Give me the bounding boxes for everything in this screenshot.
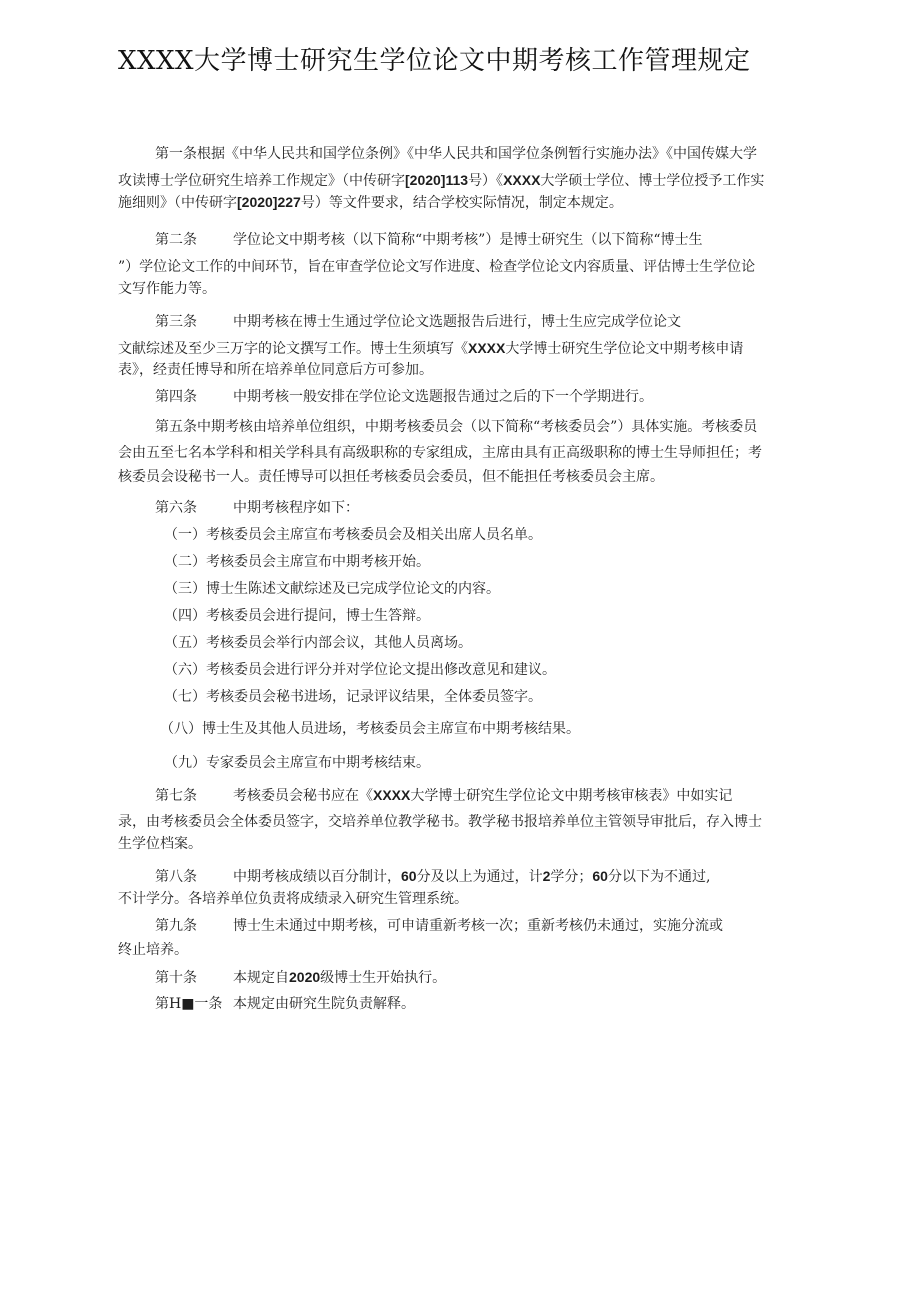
article-1-line-2: 攻读博士学位研究生培养工作规定》（中传研字[2020]113号）《XXXX大学硕士学位、博士学位授予工作实 bbox=[118, 172, 765, 189]
procedure-item-5: （五）考核委员会举行内部会议，其他人员离场。 bbox=[164, 635, 472, 651]
document-title: XXXX大学博士研究生学位论文中期考核工作管理规定 bbox=[118, 46, 751, 76]
article-2-label: 第二条 bbox=[155, 232, 197, 248]
article-7-line-3: 生学位档案。 bbox=[118, 836, 202, 852]
procedure-item-4: （四）考核委员会进行提问，博士生答辩。 bbox=[164, 608, 430, 624]
article-2-line-1: 第二条 学位论文中期考核（以下简称“中期考核”）是博士研究生（以下简称“博士生 bbox=[155, 232, 703, 248]
procedure-item-1: （一）考核委员会主席宣布考核委员会及相关出席人员名单。 bbox=[164, 527, 542, 543]
article-11-label: 第H■一条 bbox=[155, 996, 223, 1012]
article-3-label: 第三条 bbox=[155, 314, 197, 330]
article-5-line-3: 核委员会设秘书一人。责任博导可以担任考核委员会委员，但不能担任考核委员会主席。 bbox=[118, 469, 664, 485]
article-6-line-1: 第六条 中期考核程序如下： bbox=[155, 500, 359, 516]
article-8-line-2: 不计学分。各培养单位负责将成绩录入研究生管理系统。 bbox=[118, 891, 468, 907]
article-5-line-2: 会由五至七名本学科和相关学科具有高级职称的专家组成，主席由具有正高级职称的博士生导师担任；考 bbox=[118, 445, 762, 461]
article-9-line-1: 第九条 博士生未通过中期考核，可申请重新考核一次；重新考核仍未通过，实施分流或 bbox=[155, 918, 723, 934]
article-6-label: 第六条 bbox=[155, 500, 197, 516]
article-9-line-2: 终止培养。 bbox=[118, 942, 188, 958]
article-10-line-1: 第十条 本规定自2020级博士生开始执行。 bbox=[155, 969, 447, 986]
procedure-item-6: （六）考核委员会进行评分并对学位论文提出修改意见和建议。 bbox=[164, 662, 556, 678]
article-11-line-1: 第H■一条 本规定由研究生院负责解释。 bbox=[155, 996, 415, 1012]
article-3-line-2: 文献综述及至少三万字的论文撰写工作。博士生须填写《XXXX大学博士研究生学位论文中期考核申请 bbox=[118, 340, 744, 357]
procedure-item-7: （七）考核委员会秘书进场，记录评议结果，全体委员签字。 bbox=[164, 689, 542, 705]
article-7-line-2: 录，由考核委员会全体委员签字，交培养单位教学秘书。教学秘书报培养单位主管领导审批后，存入博士 bbox=[118, 814, 762, 830]
article-5-line-1: 第五条中期考核由培养单位组织，中期考核委员会（以下简称“考核委员会”）具体实施。考核委员 bbox=[155, 419, 758, 435]
article-1-line-3: 施细则》（中传研字[2020]227号）等文件要求，结合学校实际情况，制定本规定。 bbox=[118, 194, 623, 211]
article-2-line-2: ”）学位论文工作的中间环节，旨在审查学位论文写作进度、检查学位论文内容质量、评估博士生学位论 bbox=[118, 259, 756, 275]
article-3-line-3: 表》，经责任博导和所在培养单位同意后方可参加。 bbox=[118, 362, 433, 378]
article-9-label: 第九条 bbox=[155, 918, 197, 934]
article-7-label: 第七条 bbox=[155, 788, 197, 804]
article-10-label: 第十条 bbox=[155, 970, 197, 986]
procedure-item-9: （九）专家委员会主席宣布中期考核结束。 bbox=[164, 755, 430, 771]
article-8-line-1: 第八条 中期考核成绩以百分制计，60分及以上为通过，计2学分；60分以下为不通过, bbox=[155, 868, 711, 885]
article-2-line-3: 文写作能力等。 bbox=[118, 281, 216, 297]
article-1-line-1: 第一条根据《中华人民共和国学位条例》《中华人民共和国学位条例暂行实施办法》《中国传媒大学 bbox=[155, 146, 757, 162]
article-4-line-1: 第四条 中期考核一般安排在学位论文选题报告通过之后的下一个学期进行。 bbox=[155, 389, 653, 405]
procedure-item-2: （二）考核委员会主席宣布中期考核开始。 bbox=[164, 554, 430, 570]
procedure-item-8: （八）博士生及其他人员进场，考核委员会主席宣布中期考核结果。 bbox=[160, 721, 580, 737]
article-7-line-1: 第七条 考核委员会秘书应在《XXXX大学博士研究生学位论文中期考核审核表》中如实记 bbox=[155, 787, 733, 804]
article-8-label: 第八条 bbox=[155, 869, 197, 885]
article-4-label: 第四条 bbox=[155, 389, 197, 405]
procedure-item-3: （三）博士生陈述文献综述及已完成学位论文的内容。 bbox=[164, 581, 500, 597]
article-3-line-1: 第三条 中期考核在博士生通过学位论文选题报告后进行，博士生应完成学位论文 bbox=[155, 314, 681, 330]
